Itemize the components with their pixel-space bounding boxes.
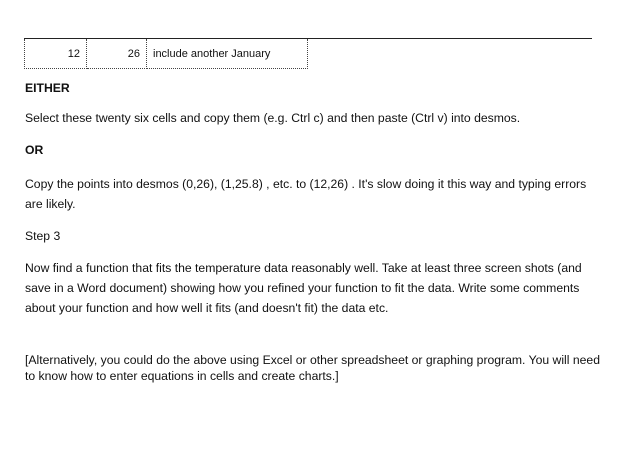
either-heading: EITHER <box>25 81 70 95</box>
table-cell-temperature: 26 <box>87 39 147 69</box>
data-table <box>24 39 308 69</box>
paragraph-copy: Copy the points into desmos (0,26), (1,25.8) , etc. to (12,26) . It's slow doing it this way and typing errors are likely. <box>25 177 587 211</box>
paragraph-alternative: [Alternatively, you could do the above using Excel or other spreadsheet or graphing program. You will need to know how to enter equations in cells and create charts.] <box>25 353 600 383</box>
paragraph-select: Select these twenty six cells and copy them (e.g. Ctrl c) and then paste (Ctrl v) into desmos. <box>25 111 521 125</box>
paragraph-function: Now find a function that fits the temperature data reasonably well. Take at least three screen shots (and save in a Word document) showing how you refined your function to fit the data. Write some comments about your function and how well it fits (and doesn't fit) the data etc. <box>25 261 582 315</box>
table-cell-note: include another January <box>147 39 308 69</box>
or-heading: OR <box>25 143 44 157</box>
table-row <box>25 39 308 69</box>
step-label: Step 3 <box>25 229 61 243</box>
table-cell-month: 12 <box>25 39 87 69</box>
